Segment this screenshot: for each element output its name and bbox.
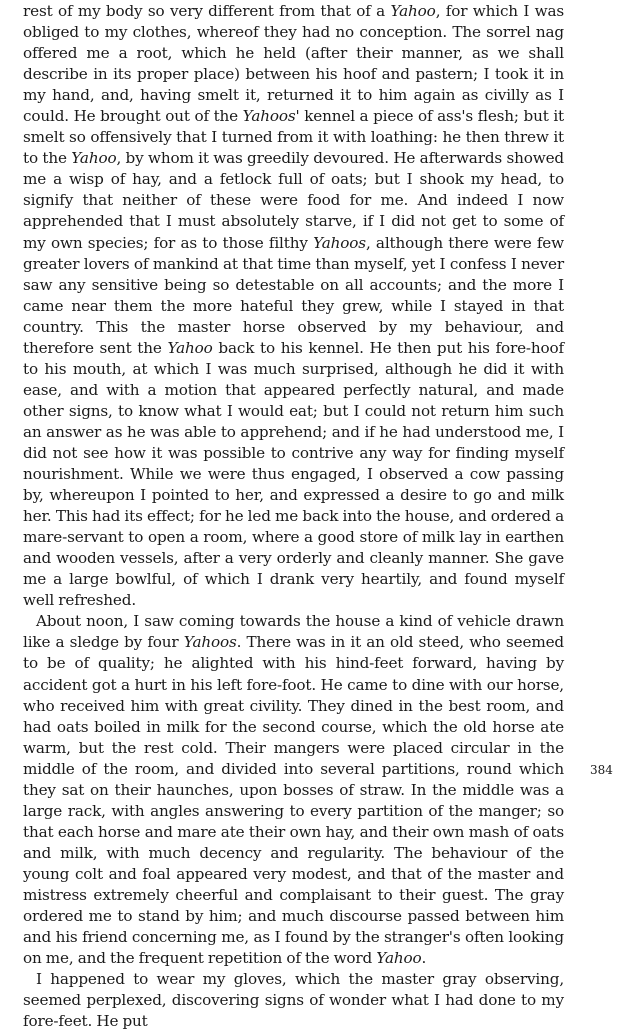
page-number: 384 — [590, 763, 613, 777]
text-run: , for which I was obliged to my clothes, whereof they had no conception. The sorrel nag offered me a root, which he held (after their manner, as we shall describe in its proper place) between his hoof and pastern; I took it in my hand, and, having smelt it, returned it to him again as civilly as I could. He brought out of the — [23, 2, 565, 126]
italic-term: Yahoo — [376, 949, 422, 968]
italic-term: Yahoo — [71, 149, 117, 168]
paragraph — [23, 1, 564, 611]
italic-term: Yahoo — [167, 338, 213, 357]
body-text — [23, 1, 564, 1032]
text-run: . — [421, 949, 427, 968]
text-run: back to his kennel. He then put his fore-hoof to his mouth, at which I was much surprised, although he did it with ease, and with a motion that appeared perfectly natural, and made other signs, to know what I would eat; but I could not return him such an answer as he was able to apprehend; and if he had understood me, I did not see how it was possible to contrive any way for finding myself nourishment. While we were thus engaged, I observed a cow passing by, whereupon I pointed to her, and expressed a desire to go and milk her. This had its effect; for he led me back into the house, and ordered a mare-servant to open a room, where a good store of milk lay in earthen and wooden vessels, after a very orderly and cleanly manner. She gave me a large bowlful, of which I drank very heartily, and found myself well refreshed. — [23, 338, 564, 610]
italic-term: Yahoos — [183, 633, 237, 652]
text-run: , although there were few greater lovers of mankind at that time than myself, yet I confess I never saw any sensitive being so detestable on all accounts; and the more I came near them the more hateful they grew, while I stayed in that country. This the master horse observed by my behaviour, and therefore sent the — [23, 233, 564, 357]
paragraph — [23, 969, 564, 1032]
paragraph — [23, 611, 564, 969]
text-run: I happened to wear my gloves, which the master gray observing, seemed perplexed, discovering signs of wonder what I had done to my fore-feet. He put — [23, 970, 564, 1031]
text-run: About noon, I saw coming towards the house a kind of vehicle drawn like a sledge by four — [23, 612, 564, 652]
text-run: , by whom it was greedily devoured. He afterwards showed me a wisp of hay, and a fetlock full of oats; but I shook my head, to signify that neither of these were food for me. And indeed I now apprehended that I must absolutely starve, if I did not get to some of my own species; for as to those filthy — [23, 149, 564, 252]
text-run: ' kennel a piece of ass's flesh; but it smelt so offensively that I turned from it with loathing: he then threw it to the — [23, 107, 565, 168]
italic-term: Yahoos — [242, 107, 296, 126]
text-run: . There was in it an old steed, who seemed to be of quality; he alighted with his hind-feet forward, having by accident got a hurt in his left fore-foot. He came to dine with our horse, who received him with great civility. They dined in the best room, and had oats boiled in milk for the second course, which the old horse ate warm, but the rest cold. Their mangers were placed circular in the middle of the room, and divided into several partitions, round which they sat on their haunches, upon bosses of straw. In the middle was a large rack, with angles answering to every partition of the manger; so that each horse and mare ate their own hay, and their own mash of oats and milk, with much decency and regularity. The behaviour of the young colt and foal appeared very modest, and that of the master and mistress extremely cheerful and complaisant to their guest. The gray ordered me to stand by him; and much discourse passed between him and his friend concerning me, as I found by the stranger's often looking on me, and the frequent repetition of the word — [23, 633, 564, 968]
italic-term: Yahoos — [313, 233, 366, 252]
text-run: rest of my body so very different from that of a — [23, 2, 391, 20]
italic-term: Yahoo — [390, 2, 436, 20]
